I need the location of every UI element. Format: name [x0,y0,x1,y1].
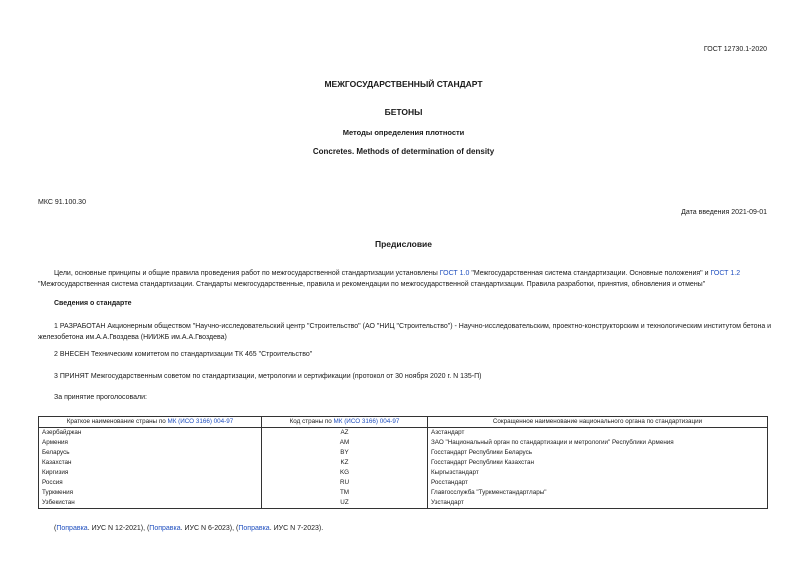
amendment-paren: ( [54,525,57,532]
country-cell: Азербайджан [39,428,262,439]
body-cell: Узстандарт [428,498,768,509]
code-cell: UZ [262,498,428,509]
amendment-link-1[interactable]: Поправка [56,525,88,532]
country-cell: Киргизия [39,468,262,478]
amendments-line [54,525,323,532]
foreword-text-a: Цели, основные принципы и общие правила проведения работ по межгосударственной стандартизации установлены [54,270,440,277]
code-cell: TM [262,488,428,498]
mks-code: МКС 91.100.30 [38,199,86,206]
item-adopted: 3 ПРИНЯТ Межгосударственным советом по стандартизации, метрологии и сертификации (протокол от 30 ноября 2020 г. N 135-П) [54,373,482,380]
header-code [262,417,428,428]
table-row [39,428,768,439]
country-cell: Россия [39,478,262,488]
code-cell: AZ [262,428,428,439]
header-code-text: Код страны по [289,418,334,425]
country-cell: Беларусь [39,448,262,458]
table-row [39,468,768,478]
foreword-heading: Предисловие [374,239,433,249]
gost-1-2-link[interactable]: ГОСТ 1.2 [710,270,741,277]
table-row [39,478,768,488]
body-cell: ЗАО "Национальный орган по стандартизации и метрологии" Республики Армения [428,438,768,448]
body-cell: Азстандарт [428,428,768,439]
table-row [39,458,768,468]
body-cell: Главгосслужба "Туркменстандартлары" [428,488,768,498]
country-cell: Армения [39,438,262,448]
vote-intro: За принятие проголосовали: [54,394,147,401]
table-row [39,448,768,458]
foreword-text-b: "Межгосударственная система стандартизации. Основные положения" и [469,270,711,277]
table-row [39,488,768,498]
code-cell: RU [262,478,428,488]
body-cell: Госстандарт Республики Казахстан [428,458,768,468]
table-row [39,498,768,509]
amendment-text-1: . ИУС N 12-2021), ( [87,525,150,532]
voting-table [38,416,768,509]
subtitle-ru: Методы определения плотности [342,128,465,137]
amendment-link-3[interactable]: Поправка [238,525,270,532]
info-heading: Сведения о стандарте [54,300,132,307]
header-country-text: Краткое наименование страны по [66,418,168,425]
header-body: Сокращенное наименование национального органа по стандартизации [428,417,768,428]
item-submitted: 2 ВНЕСЕН Техническим комитетом по стандартизации ТК 465 "Строительство" [54,351,313,358]
mk-iso-link[interactable]: МК (ИСО 3166) 004-97 [167,418,234,425]
effective-date: Дата введения 2021-09-01 [681,209,767,216]
body-cell: Росстандарт [428,478,768,488]
gost-1-0-link[interactable]: ГОСТ 1.0 [439,270,470,277]
standard-type: МЕЖГОСУДАРСТВЕННЫЙ СТАНДАРТ [324,79,483,89]
table-header-row [39,417,768,428]
country-cell: Казахстан [39,458,262,468]
standard-name: БЕТОНЫ [384,107,423,117]
amendment-text-3: . ИУС N 7-2023). [269,525,324,532]
body-cell: Госстандарт Республики Беларусь [428,448,768,458]
code-cell: KG [262,468,428,478]
item-developed: 1 РАЗРАБОТАН Акционерным обществом "Научно-исследовательский центр "Строительство" (АО "НИЦ "Строительство") - Научно-исследовательским, проектно-конструкторским и технологическим институтом бетона и железобетона им.А.А.Гвоздева (НИИЖБ им.А.А.Гвоздева) [38,323,772,341]
amendment-link-2[interactable]: Поправка [149,525,181,532]
header-country [39,417,262,428]
table-row [39,438,768,448]
body-cell: Кыргызстандарт [428,468,768,478]
amendment-text-2: . ИУС N 6-2023), ( [180,525,239,532]
country-cell: Туркмения [39,488,262,498]
foreword-paragraph [38,268,772,290]
mk-iso-link[interactable]: МК (ИСО 3166) 004-97 [333,418,400,425]
code-cell: BY [262,448,428,458]
code-cell: KZ [262,458,428,468]
code-cell: AM [262,438,428,448]
doc-code: ГОСТ 12730.1-2020 [703,46,767,53]
country-cell: Узбекистан [39,498,262,509]
subtitle-en: Concretes. Methods of determination of density [312,147,495,156]
foreword-text-c: "Межгосударственная система стандартизации. Стандарты межгосударственные, правила и рекомендации по межгосударственной стандартизации. Правила разработки, принятия, обновления и отмены" [38,281,706,288]
